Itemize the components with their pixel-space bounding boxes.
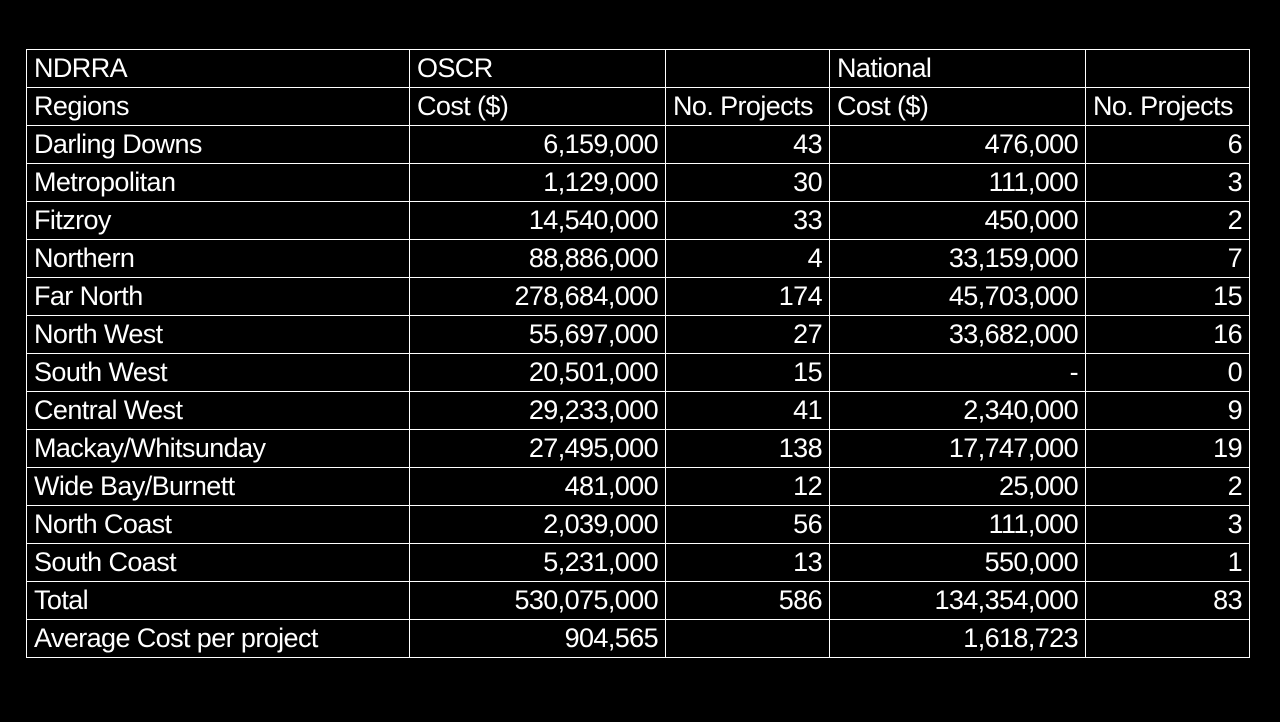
oscr-cost-cell: 27,495,000 [410,430,666,468]
table-row [27,278,1250,316]
national-cost-cell: 25,000 [830,468,1086,506]
total-row [27,582,1250,620]
table-row [27,392,1250,430]
oscr-cost-cell: 2,039,000 [410,506,666,544]
oscr-cost-cell: 29,233,000 [410,392,666,430]
national-cost-cell: 17,747,000 [830,430,1086,468]
region-cell: South West [27,354,410,392]
header-oscr-projects: No. Projects [666,88,830,126]
national-projects-cell: 16 [1086,316,1250,354]
oscr-cost-cell: 481,000 [410,468,666,506]
national-projects-cell: 15 [1086,278,1250,316]
oscr-projects-cell: 33 [666,202,830,240]
oscr-projects-cell: 12 [666,468,830,506]
table-row [27,544,1250,582]
average-national-cost: 1,618,723 [830,620,1086,658]
header-blank-1 [666,50,830,88]
national-cost-cell: 45,703,000 [830,278,1086,316]
region-cell: Wide Bay/Burnett [27,468,410,506]
region-cell: South Coast [27,544,410,582]
oscr-cost-cell: 278,684,000 [410,278,666,316]
region-cell: Mackay/Whitsunday [27,430,410,468]
header-ndrra: NDRRA [27,50,410,88]
total-national-cost: 134,354,000 [830,582,1086,620]
national-projects-cell: 7 [1086,240,1250,278]
table-row [27,240,1250,278]
table-row [27,316,1250,354]
national-projects-cell: 9 [1086,392,1250,430]
average-national-projects [1086,620,1250,658]
table-row [27,506,1250,544]
national-projects-cell: 2 [1086,468,1250,506]
oscr-projects-cell: 43 [666,126,830,164]
national-cost-cell: - [830,354,1086,392]
region-cell: Darling Downs [27,126,410,164]
header-blank-2 [1086,50,1250,88]
oscr-projects-cell: 4 [666,240,830,278]
oscr-projects-cell: 138 [666,430,830,468]
national-projects-cell: 3 [1086,164,1250,202]
national-projects-cell: 6 [1086,126,1250,164]
total-oscr-projects: 586 [666,582,830,620]
header-regions: Regions [27,88,410,126]
oscr-cost-cell: 55,697,000 [410,316,666,354]
total-oscr-cost: 530,075,000 [410,582,666,620]
region-cell: Central West [27,392,410,430]
national-cost-cell: 2,340,000 [830,392,1086,430]
average-label: Average Cost per project [27,620,410,658]
header-row-2 [27,88,1250,126]
region-cell: Northern [27,240,410,278]
cost-table [26,49,1250,658]
national-cost-cell: 111,000 [830,164,1086,202]
oscr-cost-cell: 20,501,000 [410,354,666,392]
region-cell: Far North [27,278,410,316]
oscr-projects-cell: 15 [666,354,830,392]
oscr-cost-cell: 6,159,000 [410,126,666,164]
header-oscr-cost: Cost ($) [410,88,666,126]
table-row [27,164,1250,202]
national-cost-cell: 450,000 [830,202,1086,240]
region-cell: Metropolitan [27,164,410,202]
header-national-projects: No. Projects [1086,88,1250,126]
region-cell: North Coast [27,506,410,544]
total-label: Total [27,582,410,620]
national-cost-cell: 33,159,000 [830,240,1086,278]
oscr-projects-cell: 56 [666,506,830,544]
header-national-cost: Cost ($) [830,88,1086,126]
header-oscr: OSCR [410,50,666,88]
oscr-cost-cell: 88,886,000 [410,240,666,278]
oscr-cost-cell: 14,540,000 [410,202,666,240]
oscr-projects-cell: 41 [666,392,830,430]
national-cost-cell: 33,682,000 [830,316,1086,354]
national-projects-cell: 0 [1086,354,1250,392]
national-cost-cell: 476,000 [830,126,1086,164]
average-oscr-projects [666,620,830,658]
national-projects-cell: 3 [1086,506,1250,544]
average-oscr-cost: 904,565 [410,620,666,658]
table-row [27,202,1250,240]
oscr-cost-cell: 5,231,000 [410,544,666,582]
total-national-projects: 83 [1086,582,1250,620]
national-cost-cell: 550,000 [830,544,1086,582]
table-row [27,430,1250,468]
region-cell: Fitzroy [27,202,410,240]
national-projects-cell: 19 [1086,430,1250,468]
oscr-projects-cell: 30 [666,164,830,202]
header-national: National [830,50,1086,88]
header-row-1 [27,50,1250,88]
table-row [27,126,1250,164]
national-projects-cell: 1 [1086,544,1250,582]
oscr-projects-cell: 27 [666,316,830,354]
national-cost-cell: 111,000 [830,506,1086,544]
average-row [27,620,1250,658]
table-row [27,354,1250,392]
oscr-projects-cell: 174 [666,278,830,316]
region-cell: North West [27,316,410,354]
oscr-cost-cell: 1,129,000 [410,164,666,202]
table-row [27,468,1250,506]
oscr-projects-cell: 13 [666,544,830,582]
national-projects-cell: 2 [1086,202,1250,240]
